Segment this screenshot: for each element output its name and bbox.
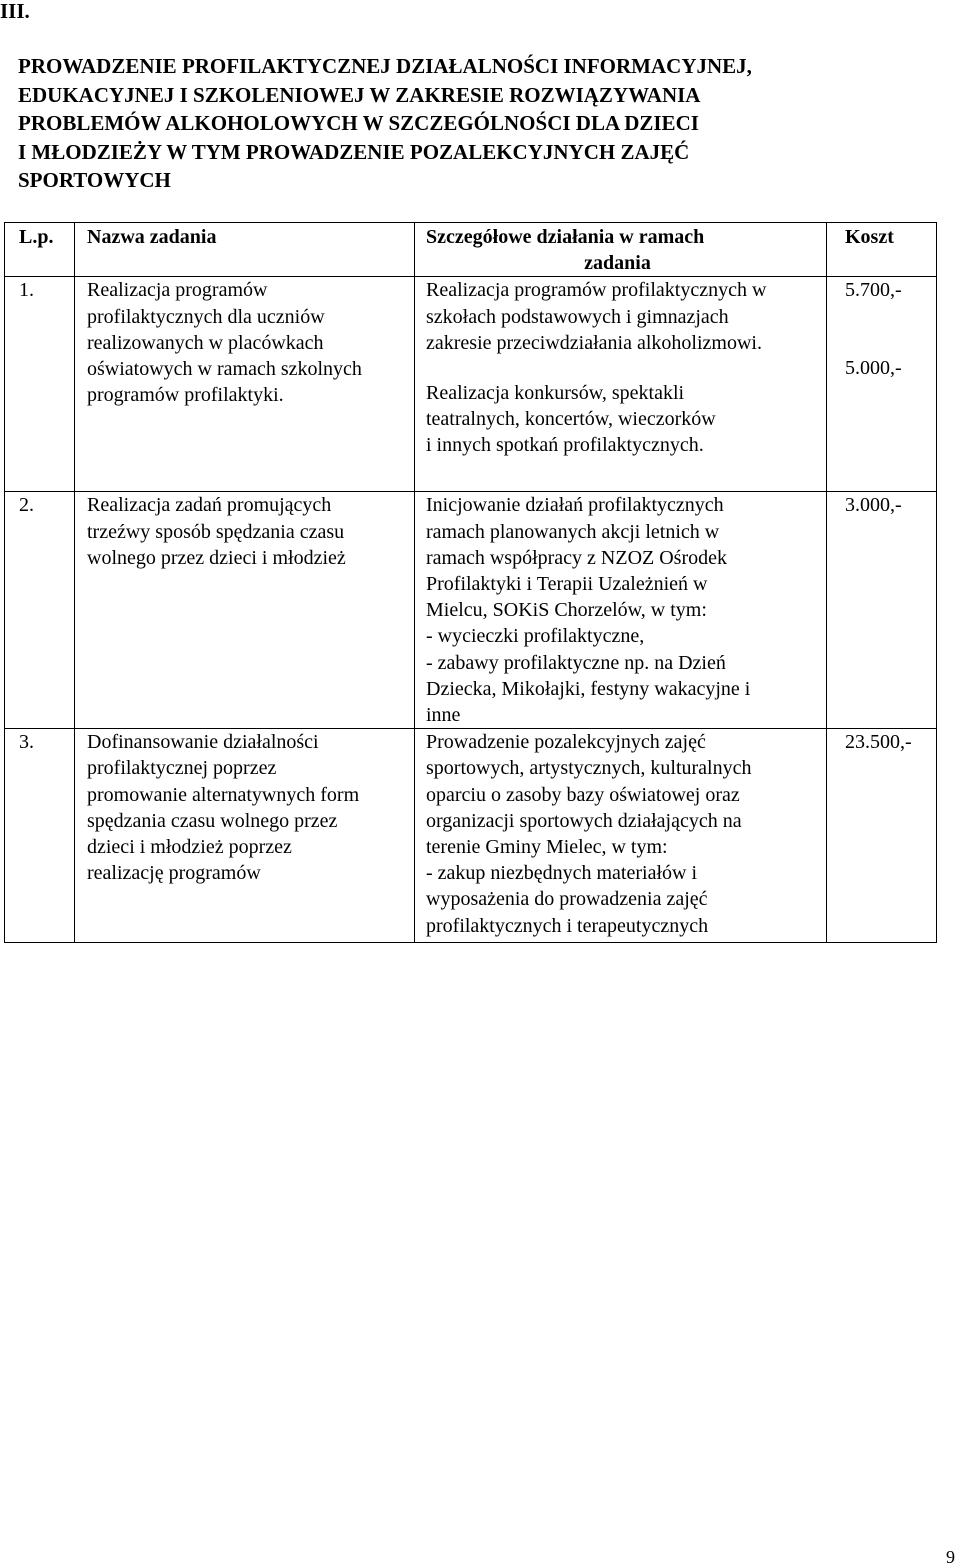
task-detail-line: i innych spotkań profilaktycznych. xyxy=(426,434,704,457)
header-task-name: Nazwa zadania xyxy=(75,223,415,277)
cost-value: 23.500,- xyxy=(845,731,912,754)
task-name-line: realizację programów xyxy=(87,862,261,885)
task-detail-line: Dziecka, Mikołajki, festyny wakacyjne i xyxy=(426,677,751,700)
task-name-line: Realizacja zadań promujących xyxy=(87,494,332,517)
task-detail-line: teatralnych, koncertów, wieczorków xyxy=(426,408,716,431)
heading-line: PROWADZENIE PROFILAKTYCZNEJ DZIAŁALNOŚCI INFORMACYJNEJ, xyxy=(18,54,752,78)
task-name xyxy=(75,729,415,943)
spacer xyxy=(845,304,936,355)
task-detail-line: - zabawy profilaktyczne np. na Dzień xyxy=(426,651,726,674)
cost-value: 5.700,- xyxy=(845,279,902,302)
row-number: 3. xyxy=(5,729,75,943)
tasks-table xyxy=(4,222,937,943)
task-detail-line: profilaktycznych i terapeutycznych xyxy=(426,914,709,937)
task-detail-line: szkołach podstawowych i gimnazjach xyxy=(426,305,729,328)
task-detail-line: Realizacja konkursów, spektakli xyxy=(426,382,685,405)
task-name-line: Dofinansowanie działalności xyxy=(87,731,319,754)
task-name-line: profilaktycznych dla uczniów xyxy=(87,305,325,328)
task-name-line: profilaktycznej poprzez xyxy=(87,757,277,780)
task-cost xyxy=(827,277,937,492)
table-row xyxy=(5,492,937,729)
task-detail-line: Profilaktyki i Terapii Uzależnień w xyxy=(426,573,708,596)
task-detail-line: Prowadzenie pozalekcyjnych zajęć xyxy=(426,731,706,754)
task-detail-line: zakresie przeciwdziałania alkoholizmowi. xyxy=(426,331,762,354)
task-cost xyxy=(827,729,937,943)
task-name xyxy=(75,492,415,729)
task-details xyxy=(415,729,827,943)
task-details xyxy=(415,277,827,492)
task-detail-line: sportowych, artystycznych, kulturalnych xyxy=(426,757,752,780)
heading-line: PROBLEMÓW ALKOHOLOWYCH W SZCZEGÓLNOŚCI DLA DZIECI xyxy=(18,111,699,135)
task-detail-line: Realizacja programów profilaktycznych w xyxy=(426,279,767,302)
task-name-line: realizowanych w placówkach xyxy=(87,331,324,354)
header-details xyxy=(415,223,827,277)
task-detail-line: - wycieczki profilaktyczne, xyxy=(426,625,645,648)
task-detail-line: - zakup niezbędnych materiałów i xyxy=(426,862,697,885)
task-detail-line: oparciu o zasoby bazy oświatowej oraz xyxy=(426,783,740,806)
task-name-line: programów profilaktyki. xyxy=(87,384,284,407)
task-name-line: promowanie alternatywnych form xyxy=(87,783,360,806)
task-detail-line: Mielcu, SOKiS Chorzelów, w tym: xyxy=(426,599,707,622)
header-details-line: Szczegółowe działania w ramach xyxy=(426,226,705,248)
task-name-line: dzieci i młodzież poprzez xyxy=(87,836,292,859)
table-row xyxy=(5,277,937,492)
heading-line: SPORTOWYCH xyxy=(18,168,171,192)
heading-line: I MŁODZIEŻY W TYM PROWADZENIE POZALEKCYJNYCH ZAJĘĆ xyxy=(18,139,690,164)
task-name-line: Realizacja programów xyxy=(87,279,268,302)
task-detail-line: organizacji sportowych działających na xyxy=(426,809,742,832)
task-cost xyxy=(827,492,937,729)
table-row xyxy=(5,729,937,943)
row-number: 2. xyxy=(5,492,75,729)
row-number: 1. xyxy=(5,277,75,492)
section-heading xyxy=(18,52,918,195)
cost-value: 3.000,- xyxy=(845,494,902,517)
task-name-line: trzeźwy sposób spędzania czasu xyxy=(87,520,345,543)
task-name-line: spędzania czasu wolnego przez xyxy=(87,809,338,832)
task-detail-line: terenie Gminy Mielec, w tym: xyxy=(426,836,668,859)
table-header-row xyxy=(5,223,937,277)
task-detail-line: wyposażenia do prowadzenia zajęć xyxy=(426,888,708,911)
spacer xyxy=(426,356,820,380)
header-cost: Koszt xyxy=(827,223,937,277)
cost-value: 5.000,- xyxy=(845,356,902,379)
task-detail-line: Inicjowanie działań profilaktycznych xyxy=(426,494,724,517)
task-name-line: oświatowych w ramach szkolnych xyxy=(87,358,362,381)
page-number: 9 xyxy=(946,1547,955,1567)
header-lp: L.p. xyxy=(5,223,75,277)
header-details-line: zadania xyxy=(584,252,651,275)
heading-line: EDUKACYJNEJ I SZKOLENIOWEJ W ZAKRESIE ROZWIĄZYWANIA xyxy=(18,82,701,107)
task-detail-line: inne xyxy=(426,704,461,727)
task-name xyxy=(75,277,415,492)
task-details xyxy=(415,492,827,729)
task-detail-line: ramach planowanych akcji letnich w xyxy=(426,520,720,543)
section-number: III. xyxy=(0,0,30,23)
task-name-line: wolnego przez dzieci i młodzież xyxy=(87,546,346,569)
task-detail-line: ramach współpracy z NZOZ Ośrodek xyxy=(426,546,728,569)
